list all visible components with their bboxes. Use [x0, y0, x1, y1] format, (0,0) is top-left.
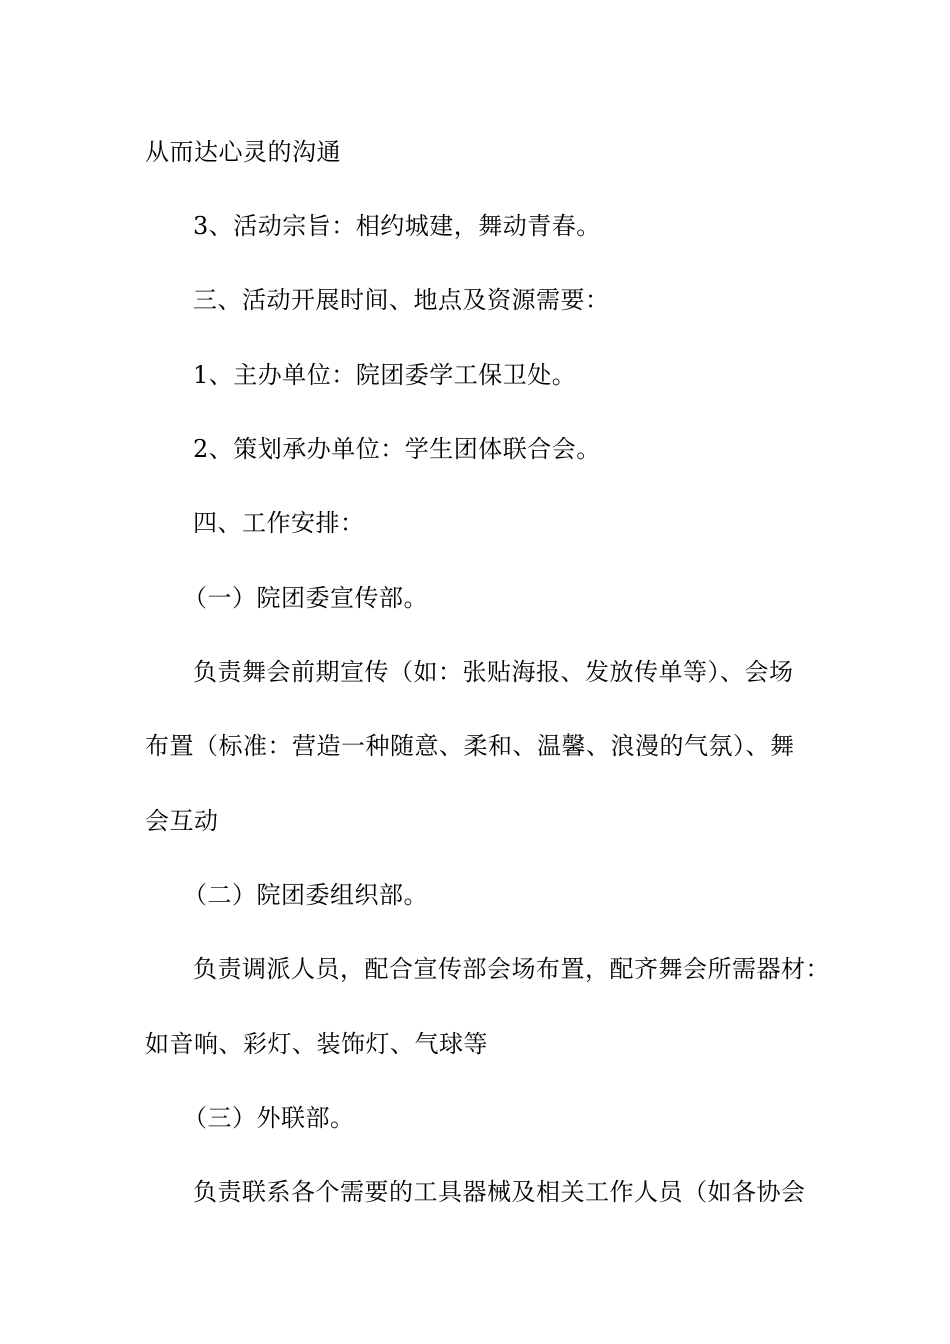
activity-purpose: 3、活动宗旨：相约城建，舞动青春。 — [193, 212, 601, 240]
section-heading-4: 四、工作安排： — [193, 509, 365, 537]
subsection-heading-1: （一）院团委宣传部。 — [183, 584, 428, 612]
paragraph-line: 负责联系各个需要的工具器械及相关工作人员（如各协会 — [193, 1178, 806, 1206]
subsection-heading-2: （二）院团委组织部。 — [183, 881, 428, 909]
paragraph-line: 布置（标准：营造一种随意、柔和、温馨、浪漫的气氛）、舞 — [145, 732, 795, 760]
section-heading-3: 三、活动开展时间、地点及资源需要： — [193, 286, 610, 314]
organizer-unit: 2、策划承办单位：学生团体联合会。 — [193, 435, 601, 463]
subsection-heading-3: （三）外联部。 — [183, 1104, 355, 1132]
host-unit: 1、主办单位：院团委学工保卫处。 — [193, 361, 577, 389]
paragraph-line: 会互动 — [145, 807, 219, 835]
paragraph-continuation: 从而达心灵的沟通 — [145, 138, 341, 166]
paragraph-line: 负责调派人员，配合宣传部会场布置，配齐舞会所需器材： — [193, 955, 830, 983]
paragraph-line: 如音响、彩灯、装饰灯、气球等 — [145, 1030, 488, 1058]
paragraph-line: 负责舞会前期宣传（如：张贴海报、发放传单等）、会场 — [193, 658, 794, 686]
